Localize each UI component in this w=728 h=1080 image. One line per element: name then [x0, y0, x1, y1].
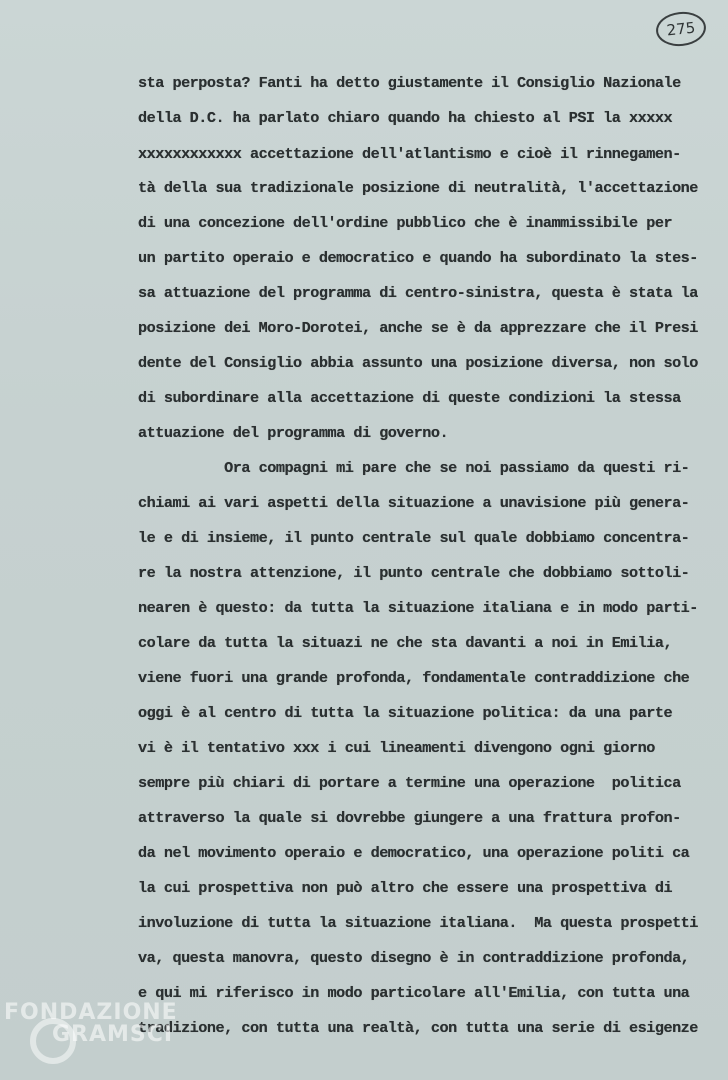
- text-line: Ora compagni mi pare che se noi passiamo da questi ri-: [138, 459, 690, 477]
- text-line: di una concezione dell'ordine pubblico che è inammissibile per: [138, 214, 673, 232]
- text-line: tà della sua tradizionale posizione di neutralità, l'accettazione: [138, 179, 698, 197]
- text-line: re la nostra attenzione, il punto centrale che dobbiamo sottoli-: [138, 564, 690, 582]
- text-line: attuazione del programma di governo.: [138, 424, 449, 442]
- text-line: sempre più chiari di portare a termine una operazione politica: [138, 774, 681, 792]
- text-line: tradizione, con tutta una realtà, con tutta una serie di esigenze: [138, 1019, 698, 1037]
- text-line: dente del Consiglio abbia assunto una posizione diversa, non solo: [138, 354, 698, 372]
- text-line: chiami ai vari aspetti della situazione a unavisione più genera-: [138, 494, 690, 512]
- text-line: va, questa manovra, questo disegno è in contraddizione profonda,: [138, 949, 690, 967]
- text-line: di subordinare alla accettazione di queste condizioni la stessa: [138, 389, 681, 407]
- watermark-line1: FONDAZIONE: [4, 1000, 178, 1025]
- text-line: le e di insieme, il punto centrale sul quale dobbiamo concentra-: [138, 529, 690, 547]
- text-line: la cui prospettiva non può altro che essere una prospettiva di: [138, 879, 673, 897]
- text-line: nearen è questo: da tutta la situazione italiana e in modo parti-: [138, 599, 698, 617]
- watermark-logo: [4, 1000, 224, 1076]
- text-line: sa attuazione del programma di centro-sinistra, questa è stata la: [138, 284, 698, 302]
- text-line: un partito operaio e democratico e quando ha subordinato la stes-: [138, 249, 698, 267]
- text-line: attraverso la quale si dovrebbe giungere a una frattura profon-: [138, 809, 681, 827]
- text-line: colare da tutta la situazi ne che sta davanti a noi in Emilia,: [138, 634, 673, 652]
- text-line: xxxxxxxxxxxx accettazione dell'atlantismo e cioè il rinnegamen-: [138, 145, 681, 163]
- text-line: vi è il tentativo xxx i cui lineamenti divengono ogni giorno: [138, 739, 655, 757]
- text-line: sta perposta? Fanti ha detto giustamente il Consiglio Nazionale: [138, 74, 681, 92]
- text-line: viene fuori una grande profonda, fondamentale contraddizione che: [138, 669, 690, 687]
- text-line: posizione dei Moro-Dorotei, anche se è da apprezzare che il Presi: [138, 319, 698, 337]
- text-line: oggi è al centro di tutta la situazione politica: da una parte: [138, 704, 673, 722]
- text-line: involuzione di tutta la situazione italiana. Ma questa prospetti: [138, 914, 698, 932]
- page-number: 275: [654, 9, 707, 48]
- text-line: da nel movimento operaio e democratico, una operazione politi ca: [138, 844, 690, 862]
- text-line: della D.C. ha parlato chiaro quando ha chiesto al PSI la xxxxx: [138, 109, 673, 127]
- watermark-line2: GRAMSCI: [52, 1022, 174, 1047]
- text-line: e qui mi riferisco in modo particolare all'Emilia, con tutta una: [138, 984, 690, 1002]
